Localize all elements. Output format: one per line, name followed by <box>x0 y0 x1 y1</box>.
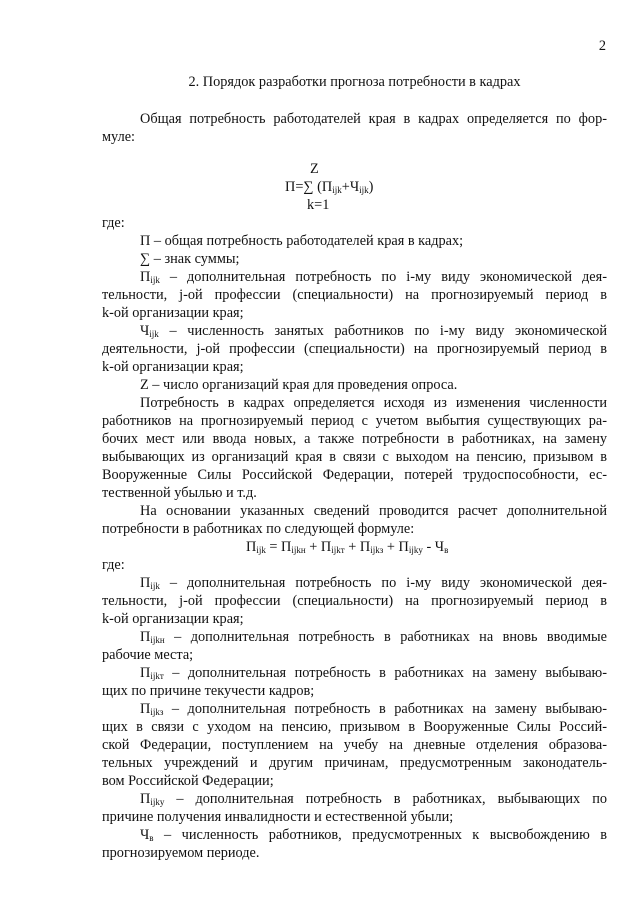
def-total-demand: П – общая потребность работодателей края в кадрах; <box>140 233 464 249</box>
def2-pijk-line-1: $П_{ijk}$ – дополнительная потребность по i-му виду экономической дея- <box>140 575 607 591</box>
def2-pijk-line-3: k-ой организации края; <box>102 611 244 627</box>
def2-pijkz-line-1: $П_{ijkз}$ – дополнительная потребность в работниках на замену выбываю- <box>140 701 607 717</box>
where-label-1: где: <box>102 215 125 231</box>
formula-body: П=∑ $(П_{ijk}+Ч_{ijk})$ <box>285 179 374 195</box>
def2-chv-line-1: $Ч_в$ – численность работников, предусмотренных к высвобождению в <box>140 827 607 843</box>
def-chijk-line-3: k-ой организации края; <box>102 359 244 375</box>
para2-line-2: работников на прогнозируемый период с учетом выбытия существующих ра- <box>102 413 607 429</box>
page-number: 2 <box>598 38 606 54</box>
def2-pijky-line-2: причине получения инвалидности и естественной убыли; <box>102 809 454 825</box>
def2-pijkz-line-5: вом Российской Федерации; <box>102 773 274 789</box>
para3-line-2: потребности в работниках по следующей формуле: <box>102 521 415 537</box>
def2-pijky-line-1: $П_{ijkу}$ – дополнительная потребность в работниках, выбывающих по <box>140 791 607 807</box>
para2-line-6: тественной убылью и т.д. <box>102 485 257 501</box>
def2-pijkn-line-1: $П_{ijkн}$ – дополнительная потребность в работниках на вновь вводимые <box>140 629 607 645</box>
def-pijk-line-1: $П_{ijk}$ – дополнительная потребность по i-му виду экономической дея- <box>140 269 607 285</box>
def-chijk-line-2: деятельности, j-ой профессии (специальности) на прогнозируемый период в <box>102 341 607 357</box>
def2-chv-line-2: прогнозируемом периоде. <box>102 845 260 861</box>
def-pijk-line-2: тельности, j-ой профессии (специальности) на прогнозируемый период в <box>102 287 607 303</box>
formula-demand-breakdown: $П_{ijk} = П_{ijkн} + П_{ijkт} + П_{ijkз} + П_{ijkу} - Ч_в$ <box>246 539 449 555</box>
def-sum-sign: ∑ – знак суммы; <box>140 251 240 267</box>
def2-pijk-line-2: тельности, j-ой профессии (специальности) на прогнозируемый период в <box>102 593 607 609</box>
para2-line-3: бочих мест или ввода новых, а также потребности в работниках, на замену <box>102 431 607 447</box>
def2-pijkz-line-4: тельных учреждений и другим причинам, предусмотренным законодатель- <box>102 755 607 771</box>
def2-pijkz-line-2: щих в связи с уходом на пенсию, призывом в Вооруженные Силы Россий- <box>102 719 607 735</box>
def2-pijkz-line-3: ской Федерации, поступлением на учебу на дневные отделения образова- <box>102 737 607 753</box>
para2-line-5: Вооруженные Силы Российской Федерации, потерей трудоспособности, ес- <box>102 467 607 483</box>
def-z: Z – число организаций края для проведения опроса. <box>140 377 458 393</box>
def2-pijkt-line-2: щих по причине текучести кадров; <box>102 683 315 699</box>
formula-lower-limit: k=1 <box>307 197 330 213</box>
def-chijk-line-1: $Ч_{ijk}$ – численность занятых работников по i-му виду экономической <box>140 323 607 339</box>
para2-line-4: выбывающих из организаций края в связи с выходом на пенсию, призывом в <box>102 449 607 465</box>
intro-line-2: муле: <box>102 129 136 145</box>
where-label-2: где: <box>102 557 125 573</box>
formula-upper-limit: Z <box>310 161 319 177</box>
def-pijk-line-3: k-ой организации края; <box>102 305 244 321</box>
intro-line-1: Общая потребность работодателей края в кадрах определяется по фор- <box>140 111 607 127</box>
section-heading: 2. Порядок разработки прогноза потребности в кадрах <box>188 74 521 90</box>
para2-line-1: Потребность в кадрах определяется исходя из изменения численности <box>140 395 607 411</box>
def2-pijkn-line-2: рабочие места; <box>102 647 194 663</box>
def2-pijkt-line-1: $П_{ijkт}$ – дополнительная потребность в работниках на замену выбываю- <box>140 665 607 681</box>
para3-line-1: На основании указанных сведений проводится расчет дополнительной <box>140 503 607 519</box>
